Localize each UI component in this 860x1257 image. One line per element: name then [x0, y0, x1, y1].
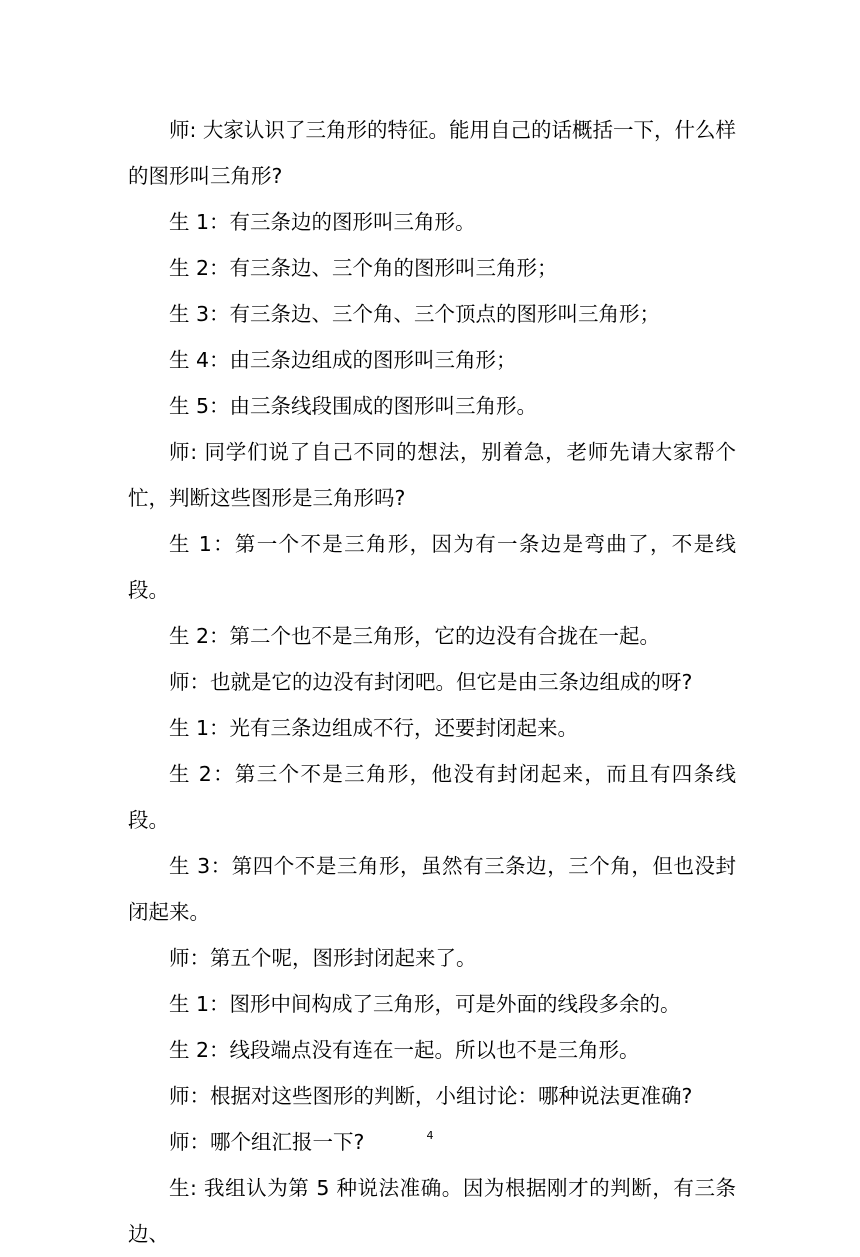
- paragraph-student-1-answer: 生 1：有三条边的图形叫三角形。: [169, 210, 476, 234]
- paragraph-student-2-endpoints: 生 2：线段端点没有连在一起。所以也不是三角形。: [169, 1038, 640, 1062]
- paragraph-student-2-judgement: 生 2：第二个也不是三角形，它的边没有合拢在一起。: [169, 624, 661, 648]
- paragraph-student-3-answer: 生 3：有三条边、三个角、三个顶点的图形叫三角形；: [169, 302, 661, 326]
- paragraph-teacher-followup: 师：也就是它的边没有封闭吧。但它是由三条边组成的呀?: [169, 670, 693, 694]
- paragraph-teacher-discussion: 师：根据对这些图形的判断，小组讨论：哪种说法更准确?: [169, 1084, 693, 1108]
- paragraph-student-1-fifth-shape: 生 1：图形中间构成了三角形，可是外面的线段多余的。: [169, 992, 681, 1016]
- paragraph-student-2-third-shape: 生 2：第三个不是三角形，他没有封闭起来，而且有四条线段。: [128, 762, 736, 832]
- paragraph-teacher-fifth-shape: 师：第五个呢，图形封闭起来了。: [169, 946, 477, 970]
- paragraph-teacher-report: 师：哪个组汇报一下?: [169, 1130, 365, 1154]
- paragraph-student-2-answer: 生 2：有三条边、三个角的图形叫三角形；: [169, 256, 558, 280]
- paragraph-teacher-prompt: 师: 同学们说了自己不同的想法，别着急，老师先请大家帮个忙，判断这些图形是三角形吗?: [128, 440, 736, 510]
- page-number: 4: [426, 1129, 434, 1142]
- paragraph-student-1-judgement: 生 1：第一个不是三角形，因为有一条边是弯曲了，不是线段。: [128, 532, 736, 602]
- paragraph-student-3-fourth-shape: 生 3：第四个不是三角形，虽然有三条边，三个角，但也没封闭起来。: [128, 854, 736, 924]
- paragraph-student-4-answer: 生 4：由三条边组成的图形叫三角形；: [169, 348, 517, 372]
- paragraph-student-group-report: 生: 我组认为第 5 种说法准确。因为根据刚才的判断，有三条边、: [128, 1176, 736, 1246]
- paragraph-student-5-answer: 生 5：由三条线段围成的图形叫三角形。: [169, 394, 538, 418]
- paragraph-teacher-question: 师: 大家认识了三角形的特征。能用自己的话概括一下，什么样的图形叫三角形?: [128, 118, 736, 188]
- paragraph-student-1-closed: 生 1：光有三条边组成不行，还要封闭起来。: [169, 716, 579, 740]
- document-body: [128, 107, 736, 1257]
